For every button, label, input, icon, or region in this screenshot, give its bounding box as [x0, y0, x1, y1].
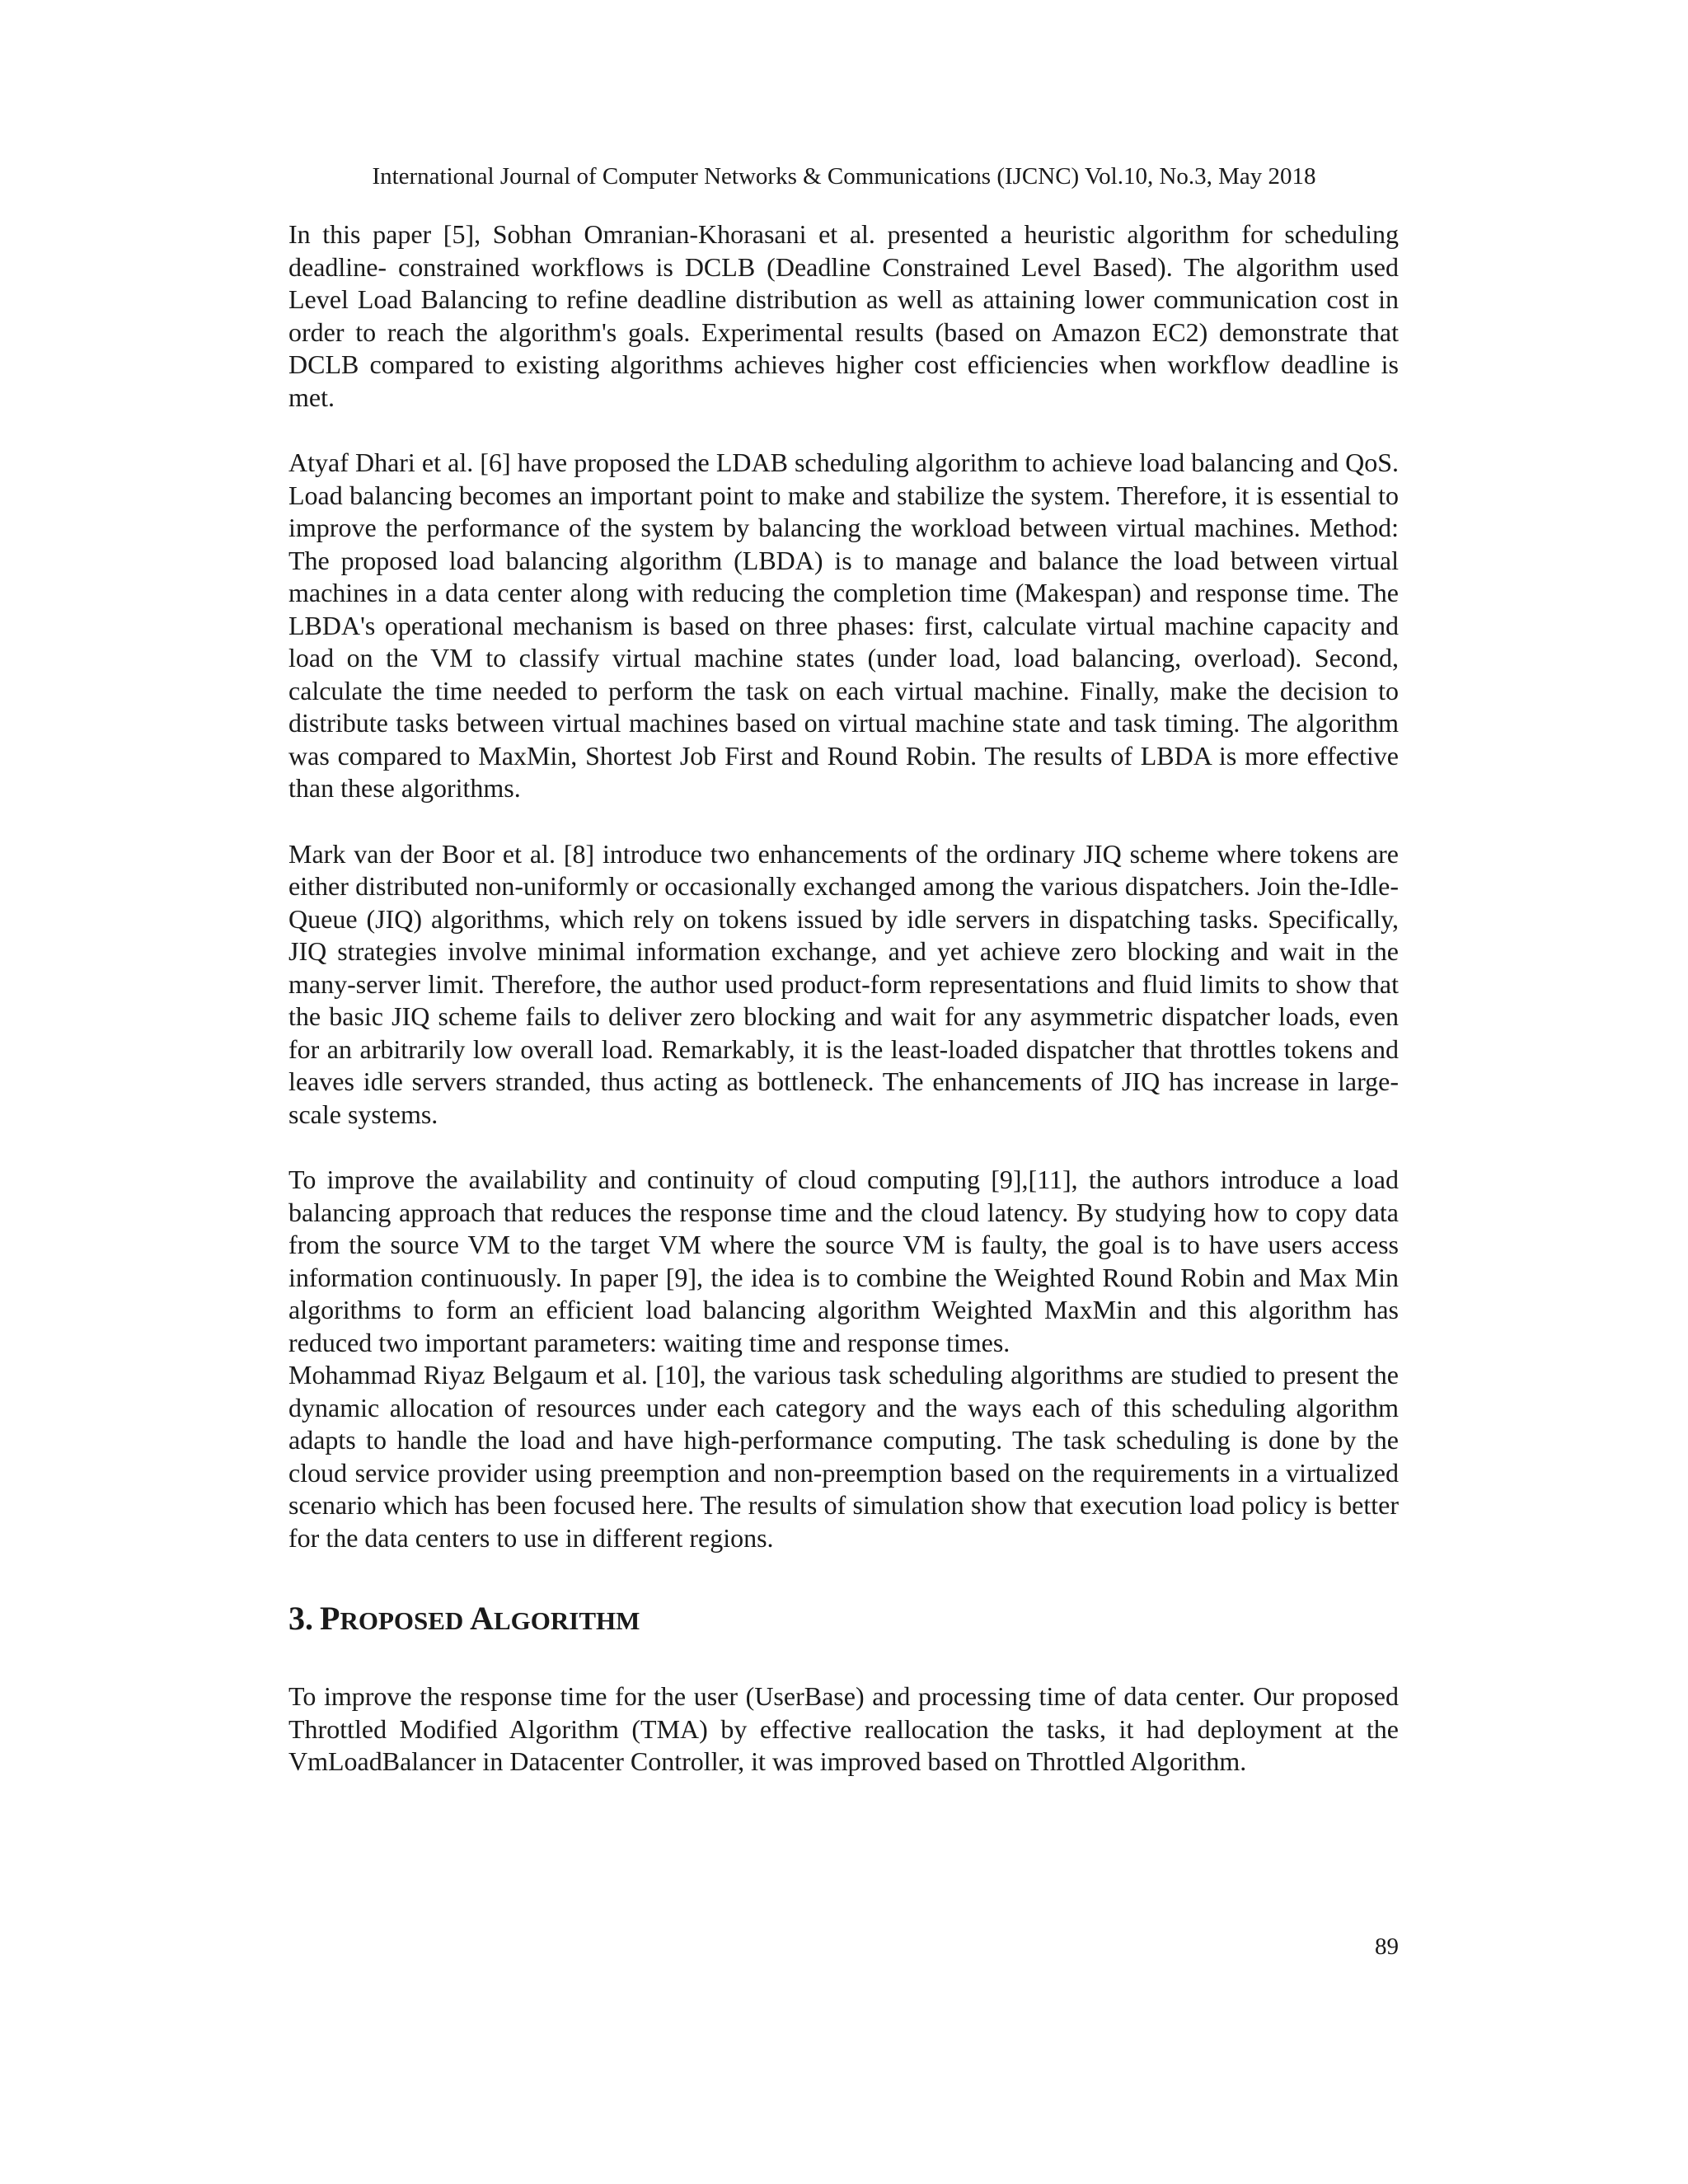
section-title-initial-2: A: [470, 1600, 494, 1637]
section-title-initial-1: P: [320, 1600, 340, 1637]
paragraph-weighted-maxmin: To improve the availability and continuity of cloud computing [9],[11], the authors introduce a load balancing approach that reduces the response time and the cloud latency. By studying how to copy data from the source VM to the target VM where the source VM is faulty, the goal is to have users access information continuously. In paper [9], the idea is to combine the Weighted Round Robin and Max Min algorithms to form an efficient load balancing algorithm Weighted MaxMin and this algorithm has reduced two important parameters: waiting time and response times.: [288, 1165, 1399, 1357]
section-heading: [288, 1601, 1399, 1639]
paragraph-task-scheduling: Mohammad Riyaz Belgaum et al. [10], the various task scheduling algorithms are studied to present the dynamic allocation of resources under each category and the ways each of this scheduling algorithm adapts to handle the load and have high-performance computing. The task scheduling is done by the cloud service provider using preemption and non-preemption based on the requirements in a virtualized scenario which has been focused here. The results of simulation show that execution load policy is better for the data centers to use in different regions.: [288, 1360, 1399, 1553]
section-title-rest-2: LGORITHM: [493, 1606, 640, 1635]
paragraph-ldab: Atyaf Dhari et al. [6] have proposed the LDAB scheduling algorithm to achieve load balancing and QoS. Load balancing becomes an important point to make and stabilize the system. Therefore, it is essential to improve the performance of the system by balancing the workload between virtual machines. Method: The proposed load balancing algorithm (LBDA) is to manage and balance the load between virtual machines in a data center along with reducing the completion time (Makespan) and response time. The LBDA's operational mechanism is based on three phases: first, calculate virtual machine capacity and load on the VM to classify virtual machine states (under load, load balancing, overload). Second, calculate the time needed to perform the task on each virtual machine. Finally, make the decision to distribute tasks between virtual machines based on virtual machine state and task timing. The algorithm was compared to MaxMin, Shortest Job First and Round Robin. The results of LBDA is more effective than these algorithms.: [288, 448, 1399, 803]
running-header: International Journal of Computer Networks & Communications (IJCNC) Vol.10, No.3, May 2018: [372, 163, 1316, 190]
section-number: 3.: [288, 1600, 313, 1637]
paragraph-proposed-algorithm: To improve the response time for the user (UserBase) and processing time of data center. Our proposed Throttled Modified Algorithm (TMA) by effective reallocation the tasks, it had deployment at the VmLoadBalancer in Datacenter Controller, it was improved based on Throttled Algorithm.: [288, 1681, 1399, 1776]
paragraph-jiq: Mark van der Boor et al. [8] introduce two enhancements of the ordinary JIQ scheme where tokens are either distributed non-uniformly or occasionally exchanged among the various dispatchers. Join the-Idle-Queue (JIQ) algorithms, which rely on tokens issued by idle servers in dispatching tasks. Specifically, JIQ strategies involve minimal information exchange, and yet achieve zero blocking and wait in the many-server limit. Therefore, the author used product-form representations and fluid limits to show that the basic JIQ scheme fails to deliver zero blocking and wait for any asymmetric dispatcher loads, even for an arbitrarily low overall load. Remarkably, it is the least-loaded dispatcher that throttles tokens and leaves idle servers stranded, thus acting as bottleneck. The enhancements of JIQ has increase in large-scale systems.: [288, 838, 1399, 1129]
page-content: [288, 218, 1399, 1779]
page-number: 89: [1375, 1933, 1399, 1960]
paragraph-dclb: In this paper [5], Sobhan Omranian-Khorasani et al. presented a heuristic algorithm for scheduling deadline- constrained workflows is DCLB (Deadline Constrained Level Based). The algorithm used Level Load Balancing to refine deadline distribution as well as attaining lower communication cost in order to reach the algorithm's goals. Experimental results (based on Amazon EC2) demonstrate that DCLB compared to existing algorithms achieves higher cost efficiencies when workflow deadline is met.: [288, 219, 1399, 412]
section-title-rest-1: ROPOSED: [340, 1606, 464, 1635]
